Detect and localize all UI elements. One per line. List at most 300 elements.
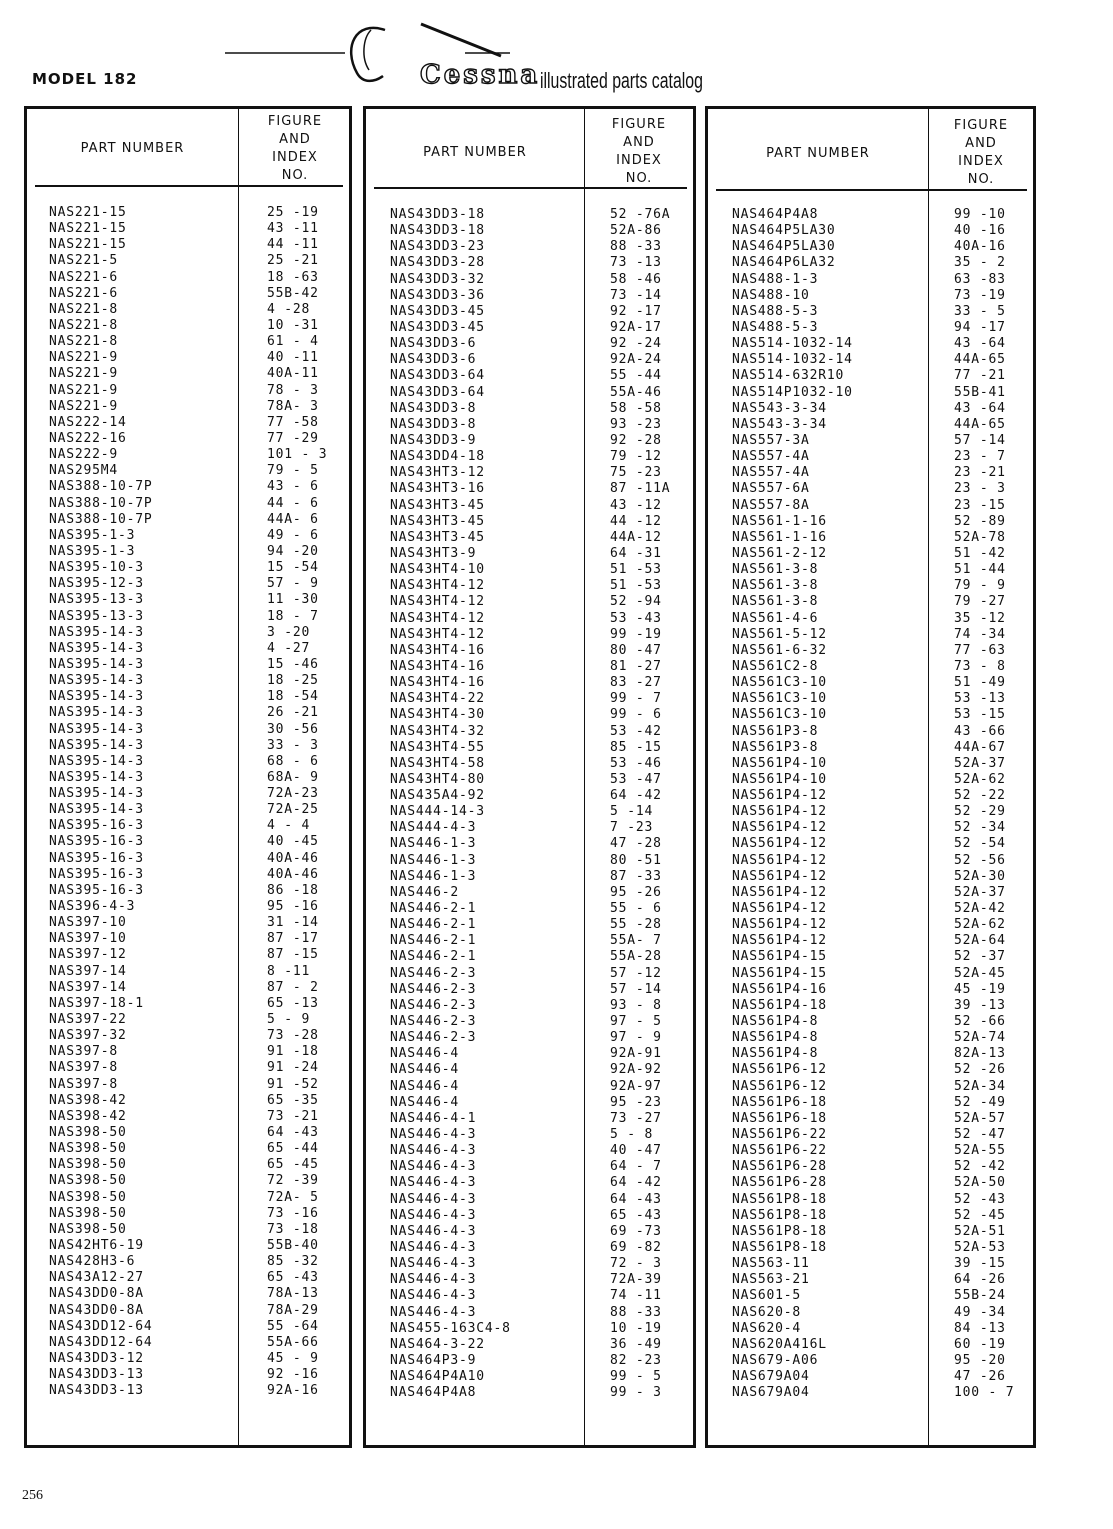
table-row bbox=[708, 1014, 1033, 1030]
table-row bbox=[708, 530, 1033, 546]
parts-column-3 bbox=[705, 106, 1036, 1448]
table-row bbox=[366, 1272, 693, 1288]
part-number: NAS446-4-3 bbox=[390, 1288, 477, 1304]
part-number: NAS561P3-8 bbox=[732, 739, 819, 755]
figure-index: 94 -17 bbox=[954, 319, 1006, 335]
table-row bbox=[27, 1125, 349, 1141]
figure-index: 23 -15 bbox=[954, 497, 1006, 513]
figure-index: 44A-67 bbox=[954, 739, 1006, 755]
table-row bbox=[708, 1208, 1033, 1224]
table-row bbox=[366, 417, 693, 433]
figure-index: 72A-23 bbox=[267, 786, 319, 802]
figure-index: 18 -54 bbox=[267, 689, 319, 705]
figure-index: 74 -11 bbox=[610, 1288, 662, 1304]
table-row bbox=[708, 385, 1033, 401]
part-number: NAS397-8 bbox=[49, 1060, 119, 1076]
table-row bbox=[708, 804, 1033, 820]
table-row bbox=[708, 724, 1033, 740]
table-row bbox=[366, 1143, 693, 1159]
figure-index: 69 -73 bbox=[610, 1223, 662, 1239]
figure-index: 53 -46 bbox=[610, 755, 662, 771]
figure-index: 40 -45 bbox=[267, 834, 319, 850]
figure-index: 40A-46 bbox=[267, 850, 319, 866]
table-row bbox=[366, 288, 693, 304]
part-number: NAS395-14-3 bbox=[49, 640, 144, 656]
figure-index: 95 -23 bbox=[610, 1094, 662, 1110]
table-row bbox=[708, 1030, 1033, 1046]
table-row bbox=[27, 964, 349, 980]
table-row bbox=[27, 318, 349, 334]
part-number: NAS221-8 bbox=[49, 317, 119, 333]
figure-index: 72 - 3 bbox=[610, 1256, 662, 1272]
figure-index: 45 - 9 bbox=[267, 1350, 319, 1366]
part-number: NAS43DD3-12 bbox=[49, 1350, 144, 1366]
table-row bbox=[27, 415, 349, 431]
table-row bbox=[366, 514, 693, 530]
part-number: NAS446-4 bbox=[390, 1094, 460, 1110]
table-row bbox=[366, 643, 693, 659]
part-number: NAS561P4-12 bbox=[732, 820, 827, 836]
part-number: NAS395-10-3 bbox=[49, 560, 144, 576]
table-row bbox=[708, 1353, 1033, 1369]
figure-index: 77 -63 bbox=[954, 642, 1006, 658]
part-number: NAS446-4 bbox=[390, 1078, 460, 1094]
part-number: NAS43HT4-58 bbox=[390, 755, 485, 771]
figure-index: 87 - 2 bbox=[267, 979, 319, 995]
table-row bbox=[708, 546, 1033, 562]
part-number: NAS561P6-22 bbox=[732, 1143, 827, 1159]
table-row bbox=[366, 368, 693, 384]
table-row bbox=[366, 804, 693, 820]
part-number: NAS464P5LA30 bbox=[732, 239, 836, 255]
part-number: NAS221-9 bbox=[49, 398, 119, 414]
part-number: NAS488-10 bbox=[732, 287, 810, 303]
table-row bbox=[27, 673, 349, 689]
figure-index: 55A-28 bbox=[610, 949, 662, 965]
figure-index: 72A-39 bbox=[610, 1272, 662, 1288]
part-number: NAS514-1032-14 bbox=[732, 336, 853, 352]
part-number: NAS43HT4-30 bbox=[390, 707, 485, 723]
table-row bbox=[708, 982, 1033, 998]
table-row bbox=[27, 1206, 349, 1222]
figure-index: 25 -19 bbox=[267, 205, 319, 220]
figure-index: 73 -16 bbox=[267, 1205, 319, 1221]
figure-index: 65 -35 bbox=[267, 1092, 319, 1108]
part-number: NAS620A416L bbox=[732, 1336, 827, 1352]
table-row bbox=[708, 1175, 1033, 1191]
figure-index: 26 -21 bbox=[267, 705, 319, 721]
part-number: NAS43DD3-32 bbox=[390, 271, 485, 287]
table-row bbox=[366, 1305, 693, 1321]
figure-index: 52 -29 bbox=[954, 804, 1006, 820]
part-number: NAS446-2-1 bbox=[390, 901, 477, 917]
figure-index: 39 -13 bbox=[954, 997, 1006, 1013]
part-number: NAS561P4-10 bbox=[732, 771, 827, 787]
parts-list-2 bbox=[366, 207, 693, 1401]
logo-wordmark: Cessna bbox=[420, 60, 541, 90]
table-row bbox=[366, 1111, 693, 1127]
figure-index: 73 -28 bbox=[267, 1028, 319, 1044]
part-number: NAS398-50 bbox=[49, 1125, 127, 1141]
table-row bbox=[366, 1127, 693, 1143]
part-number: NAS43DD3-45 bbox=[390, 319, 485, 335]
part-number: NAS397-8 bbox=[49, 1076, 119, 1092]
part-number: NAS446-2 bbox=[390, 884, 460, 900]
part-number: NAS561-1-16 bbox=[732, 513, 827, 529]
part-number: NAS43HT4-32 bbox=[390, 723, 485, 739]
table-row bbox=[708, 594, 1033, 610]
part-number: NAS446-4-3 bbox=[390, 1207, 477, 1223]
figure-index: 73 -21 bbox=[267, 1108, 319, 1124]
table-row bbox=[708, 465, 1033, 481]
table-row bbox=[366, 304, 693, 320]
table-row bbox=[27, 1254, 349, 1270]
figure-index: 25 -21 bbox=[267, 253, 319, 269]
figure-index: 53 -13 bbox=[954, 691, 1006, 707]
table-row bbox=[27, 592, 349, 608]
table-row bbox=[27, 931, 349, 947]
figure-index: 49 - 6 bbox=[267, 527, 319, 543]
part-number: NAS395-14-3 bbox=[49, 673, 144, 689]
part-number: NAS435A4-92 bbox=[390, 788, 485, 804]
table-row bbox=[366, 675, 693, 691]
table-row bbox=[27, 1367, 349, 1383]
figure-index: 57 - 9 bbox=[267, 576, 319, 592]
part-number: NAS43HT4-10 bbox=[390, 562, 485, 578]
figure-index: 52 -34 bbox=[954, 820, 1006, 836]
part-number: NAS464P5LA30 bbox=[732, 223, 836, 239]
figure-index: 65 -44 bbox=[267, 1141, 319, 1157]
figure-index: 55A-46 bbox=[610, 384, 662, 400]
part-number: NAS43HT3-45 bbox=[390, 529, 485, 545]
part-number: NAS397-14 bbox=[49, 979, 127, 995]
figure-index: 64 -43 bbox=[267, 1125, 319, 1141]
table-row bbox=[366, 853, 693, 869]
part-number: NAS557-8A bbox=[732, 497, 810, 513]
table-row bbox=[27, 1190, 349, 1206]
part-number: NAS43DD3-64 bbox=[390, 368, 485, 384]
part-number: NAS561-2-12 bbox=[732, 545, 827, 561]
figure-index: 91 -24 bbox=[267, 1060, 319, 1076]
figure-index: 55A- 7 bbox=[610, 933, 662, 949]
table-row bbox=[27, 560, 349, 576]
table-row bbox=[366, 869, 693, 885]
part-number-header: PART NUMBER bbox=[80, 140, 185, 156]
table-row bbox=[708, 998, 1033, 1014]
figure-index: 43 -64 bbox=[954, 400, 1006, 416]
part-number: NAS679-A06 bbox=[732, 1352, 819, 1368]
table-row bbox=[366, 239, 693, 255]
figure-index: 93 - 8 bbox=[610, 997, 662, 1013]
part-number: NAS561P6-22 bbox=[732, 1127, 827, 1143]
table-row bbox=[708, 352, 1033, 368]
figure-index: 61 - 4 bbox=[267, 334, 319, 350]
part-number: NAS446-4 bbox=[390, 1046, 460, 1062]
figure-index: 79 - 9 bbox=[954, 578, 1006, 594]
table-row bbox=[27, 1335, 349, 1351]
figure-index: 73 -18 bbox=[267, 1221, 319, 1237]
table-row bbox=[708, 368, 1033, 384]
part-number: NAS561P6-12 bbox=[732, 1078, 827, 1094]
table-row bbox=[27, 883, 349, 899]
part-number: NAS221-8 bbox=[49, 301, 119, 317]
table-row bbox=[366, 1079, 693, 1095]
figure-index: 43 - 6 bbox=[267, 479, 319, 495]
part-number: NAS221-8 bbox=[49, 334, 119, 350]
table-row bbox=[27, 915, 349, 931]
table-row bbox=[708, 223, 1033, 239]
part-number: NAS561P4-12 bbox=[732, 933, 827, 949]
figure-index: 52A-37 bbox=[954, 884, 1006, 900]
table-row bbox=[27, 1238, 349, 1254]
figure-index: 92A-92 bbox=[610, 1062, 662, 1078]
figure-index: 55A-66 bbox=[267, 1334, 319, 1350]
table-row bbox=[366, 1337, 693, 1353]
table-row bbox=[27, 576, 349, 592]
part-number: NAS557-3A bbox=[732, 432, 810, 448]
figure-index: 79 -27 bbox=[954, 594, 1006, 610]
part-number: NAS543-3-34 bbox=[732, 400, 827, 416]
table-row bbox=[27, 1286, 349, 1302]
part-number: NAS620-8 bbox=[732, 1304, 802, 1320]
figure-index: 55B-40 bbox=[267, 1238, 319, 1253]
part-number: NAS388-10-7P bbox=[49, 495, 153, 511]
part-number: NAS446-4-3 bbox=[390, 1272, 477, 1288]
part-number: NAS446-4-3 bbox=[390, 1143, 477, 1159]
figure-index: 52A-37 bbox=[954, 755, 1006, 771]
figure-index: 52 -26 bbox=[954, 1062, 1006, 1078]
figure-index: 93 -23 bbox=[610, 416, 662, 432]
part-number: NAS43A12-27 bbox=[49, 1270, 144, 1286]
table-row bbox=[366, 272, 693, 288]
table-row bbox=[366, 546, 693, 562]
part-number: NAS446-2-1 bbox=[390, 917, 477, 933]
table-row bbox=[366, 724, 693, 740]
table-row bbox=[27, 221, 349, 237]
figure-index: 78A-13 bbox=[267, 1286, 319, 1302]
table-row bbox=[708, 643, 1033, 659]
figure-index: 40 -11 bbox=[267, 350, 319, 366]
table-row bbox=[27, 205, 349, 221]
table-row bbox=[27, 802, 349, 818]
figure-index: 101 - 3 bbox=[267, 447, 328, 463]
part-number: NAS43DD3-64 bbox=[390, 384, 485, 400]
part-number: NAS561P8-18 bbox=[732, 1191, 827, 1207]
table-row bbox=[366, 772, 693, 788]
part-number: NAS561P4-12 bbox=[732, 836, 827, 852]
figure-index: 68A- 9 bbox=[267, 769, 319, 785]
table-row bbox=[366, 885, 693, 901]
figure-index: 72A- 5 bbox=[267, 1189, 319, 1205]
model-label: MODEL 182 bbox=[32, 70, 138, 88]
figure-index: 52 -47 bbox=[954, 1127, 1006, 1143]
part-number: NAS397-12 bbox=[49, 947, 127, 963]
table-row bbox=[366, 788, 693, 804]
figure-index: 23 - 7 bbox=[954, 449, 1006, 465]
figure-index: 44A-65 bbox=[954, 416, 1006, 432]
figure-index: 52A-42 bbox=[954, 901, 1006, 917]
figure-index: 52A-78 bbox=[954, 529, 1006, 545]
part-number: NAS398-50 bbox=[49, 1141, 127, 1157]
figure-index: 99 - 3 bbox=[610, 1385, 662, 1401]
figure-index: 51 -53 bbox=[610, 562, 662, 578]
figure-index: 15 -46 bbox=[267, 656, 319, 672]
part-number: NAS561P4-18 bbox=[732, 997, 827, 1013]
table-row bbox=[27, 947, 349, 963]
table-row bbox=[366, 820, 693, 836]
part-number: NAS397-32 bbox=[49, 1028, 127, 1044]
part-number: NAS561P8-18 bbox=[732, 1207, 827, 1223]
part-number: NAS561P6-18 bbox=[732, 1110, 827, 1126]
table-row bbox=[27, 366, 349, 382]
figure-index: 81 -27 bbox=[610, 658, 662, 674]
part-number: NAS221-15 bbox=[49, 205, 127, 220]
part-number: NAS397-14 bbox=[49, 963, 127, 979]
figure-index-header: FIGURE AND INDEX NO. bbox=[953, 118, 1009, 187]
table-row bbox=[27, 1270, 349, 1286]
table-row bbox=[27, 754, 349, 770]
part-number: NAS561C3-10 bbox=[732, 707, 827, 723]
part-number: NAS561P6-18 bbox=[732, 1094, 827, 1110]
table-row bbox=[708, 1385, 1033, 1401]
table-row bbox=[366, 998, 693, 1014]
table-row bbox=[27, 253, 349, 269]
part-number: NAS395-16-3 bbox=[49, 866, 144, 882]
table-row bbox=[708, 885, 1033, 901]
figure-index: 40 -16 bbox=[954, 223, 1006, 239]
table-row bbox=[708, 272, 1033, 288]
table-row bbox=[27, 641, 349, 657]
table-row bbox=[708, 1046, 1033, 1062]
part-number: NAS561P4-12 bbox=[732, 884, 827, 900]
table-row bbox=[366, 901, 693, 917]
table-row bbox=[708, 740, 1033, 756]
part-number: NAS464P3-9 bbox=[390, 1352, 477, 1368]
figure-index: 92 -17 bbox=[610, 303, 662, 319]
part-number: NAS561P8-18 bbox=[732, 1223, 827, 1239]
figure-index: 73 - 8 bbox=[954, 658, 1006, 674]
figure-index: 52 -94 bbox=[610, 594, 662, 610]
table-row bbox=[27, 867, 349, 883]
table-row bbox=[27, 1028, 349, 1044]
figure-index: 7 -23 bbox=[610, 820, 654, 836]
part-number: NAS561P4-12 bbox=[732, 901, 827, 917]
figure-index: 52 -43 bbox=[954, 1191, 1006, 1207]
figure-index: 52 -56 bbox=[954, 852, 1006, 868]
figure-index: 65 -43 bbox=[267, 1270, 319, 1286]
part-number: NAS557-4A bbox=[732, 465, 810, 481]
table-row bbox=[366, 207, 693, 223]
part-number: NAS446-2-1 bbox=[390, 949, 477, 965]
table-row bbox=[27, 528, 349, 544]
figure-index: 64 -42 bbox=[610, 1175, 662, 1191]
figure-index: 47 -26 bbox=[954, 1369, 1006, 1385]
table-row bbox=[366, 756, 693, 772]
part-number: NAS43DD3-18 bbox=[390, 207, 485, 222]
figure-index: 3 -20 bbox=[267, 624, 311, 640]
part-number: NAS561P6-12 bbox=[732, 1062, 827, 1078]
figure-index: 10 -19 bbox=[610, 1320, 662, 1336]
part-number: NAS43HT4-16 bbox=[390, 658, 485, 674]
part-number: NAS43DD3-8 bbox=[390, 416, 477, 432]
figure-index: 92A-16 bbox=[267, 1383, 319, 1399]
figure-index: 51 -49 bbox=[954, 675, 1006, 691]
part-number: NAS557-4A bbox=[732, 449, 810, 465]
table-row bbox=[27, 383, 349, 399]
part-number: NAS395-16-3 bbox=[49, 834, 144, 850]
part-number: NAS561P4-15 bbox=[732, 949, 827, 965]
part-number: NAS446-1-3 bbox=[390, 836, 477, 852]
figure-index: 55 - 6 bbox=[610, 901, 662, 917]
part-number: NAS446-4-3 bbox=[390, 1304, 477, 1320]
table-row bbox=[708, 1095, 1033, 1111]
table-row bbox=[27, 1303, 349, 1319]
figure-index: 64 -43 bbox=[610, 1191, 662, 1207]
part-number: NAS561-1-16 bbox=[732, 529, 827, 545]
table-row bbox=[366, 1159, 693, 1175]
figure-index: 78 - 3 bbox=[267, 382, 319, 398]
figure-index: 8 -11 bbox=[267, 963, 311, 979]
table-row bbox=[27, 512, 349, 528]
part-number: NAS397-10 bbox=[49, 915, 127, 931]
figure-index: 18 -25 bbox=[267, 673, 319, 689]
figure-index: 75 -23 bbox=[610, 465, 662, 481]
part-number: NAS395-13-3 bbox=[49, 592, 144, 608]
part-number: NAS43DD3-13 bbox=[49, 1367, 144, 1383]
table-row bbox=[27, 447, 349, 463]
part-number: NAS446-4-3 bbox=[390, 1240, 477, 1255]
table-row bbox=[708, 853, 1033, 869]
part-number: NAS561P4-12 bbox=[732, 868, 827, 884]
table-row bbox=[366, 707, 693, 723]
table-row bbox=[27, 302, 349, 318]
table-row bbox=[27, 899, 349, 915]
part-number-header: PART NUMBER bbox=[766, 145, 870, 161]
figure-index: 49 -34 bbox=[954, 1304, 1006, 1320]
figure-index: 18 - 7 bbox=[267, 608, 319, 624]
part-number: NAS42HT6-19 bbox=[49, 1238, 144, 1253]
table-row bbox=[366, 691, 693, 707]
part-number: NAS43HT4-22 bbox=[390, 691, 485, 707]
part-number: NAS395-14-3 bbox=[49, 624, 144, 640]
figure-index: 43 -64 bbox=[954, 336, 1006, 352]
figure-index: 92A-24 bbox=[610, 352, 662, 368]
part-number: NAS221-9 bbox=[49, 350, 119, 366]
table-row bbox=[27, 738, 349, 754]
part-number: NAS428H3-6 bbox=[49, 1254, 136, 1270]
figure-index: 52A-45 bbox=[954, 965, 1006, 981]
table-row bbox=[708, 481, 1033, 497]
table-row bbox=[27, 1093, 349, 1109]
part-number: NAS464P4A8 bbox=[390, 1385, 477, 1401]
figure-index: 44A-65 bbox=[954, 352, 1006, 368]
part-number: NAS43DD3-6 bbox=[390, 336, 477, 352]
table-row bbox=[27, 1319, 349, 1335]
figure-index: 23 -21 bbox=[954, 465, 1006, 481]
table-row bbox=[27, 1222, 349, 1238]
figure-index: 52A-62 bbox=[954, 771, 1006, 787]
figure-index: 55B-24 bbox=[954, 1288, 1006, 1304]
part-number: NAS561P4-16 bbox=[732, 981, 827, 997]
figure-index: 65 -43 bbox=[610, 1207, 662, 1223]
figure-index: 87 -11A bbox=[610, 481, 671, 497]
figure-index: 78A- 3 bbox=[267, 398, 319, 414]
figure-index: 43 -12 bbox=[610, 497, 662, 513]
figure-index: 55 -28 bbox=[610, 917, 662, 933]
figure-index: 5 -14 bbox=[610, 804, 654, 820]
table-row bbox=[27, 334, 349, 350]
table-row bbox=[366, 401, 693, 417]
